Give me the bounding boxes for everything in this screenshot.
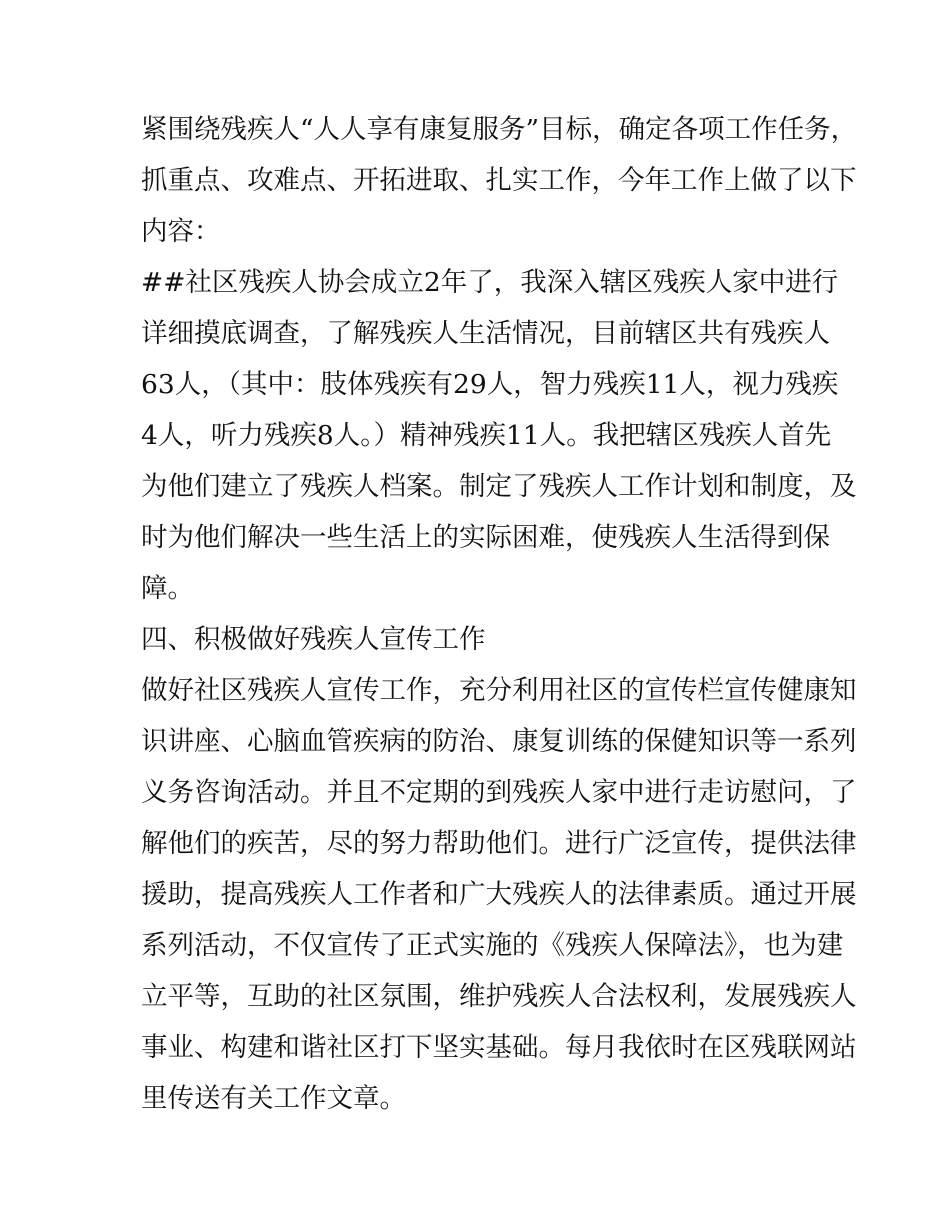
text-line: 做好社区残疾人宣传工作，充分利用社区的宣传栏宣传健康知 [141,675,857,706]
text-line: 里传送有关工作文章。 [141,1083,406,1114]
text-line: 立平等，互助的社区氛围，维护残疾人合法权利，发展残疾人 [141,981,857,1012]
text-line: 紧围绕残疾人“人人享有康复服务”目标，确定各项工作任务， [141,114,858,145]
text-line: 解他们的疾苦，尽的努力帮助他们。进行广泛宣传，提供法律 [141,828,857,859]
text-line: ##社区残疾人协会成立2年了，我深入辖区残疾人家中进行 [141,267,839,298]
text-line: 事业、构建和谐社区打下坚实基础。每月我依时在区残联网站 [141,1032,857,1063]
text-line: 为他们建立了残疾人档案。制定了残疾人工作计划和制度，及 [141,471,857,502]
text-line: 详细摸底调查，了解残疾人生活情况，目前辖区共有残疾人 [141,318,830,349]
text-line: 系列活动，不仅宣传了正式实施的《残疾人保障法》，也为建 [141,930,844,961]
text-line: 内容： [141,216,221,247]
text-line: 时为他们解决一些生活上的实际困难，使残疾人生活得到保 [141,522,830,553]
text-line: 障。 [141,573,194,604]
text-line: 63人，（其中：肢体残疾有29人，智力残疾11人，视力残疾 [141,369,839,400]
section-heading: 四、积极做好残疾人宣传工作 [141,624,486,655]
text-line: 4人，听力残疾8人。）精神残疾11人。我把辖区残疾人首先 [141,420,832,451]
text-line: 识讲座、心脑血管疾病的防治、康复训练的保健知识等一系列 [141,726,857,757]
text-line: 援助，提高残疾人工作者和广大残疾人的法律素质。通过开展 [141,879,857,910]
text-line: 义务咨询活动。并且不定期的到残疾人家中进行走访慰问，了 [141,777,857,808]
text-line: 抓重点、攻难点、开拓进取、扎实工作，今年工作上做了以下 [141,165,857,196]
body-text [141,104,858,1124]
